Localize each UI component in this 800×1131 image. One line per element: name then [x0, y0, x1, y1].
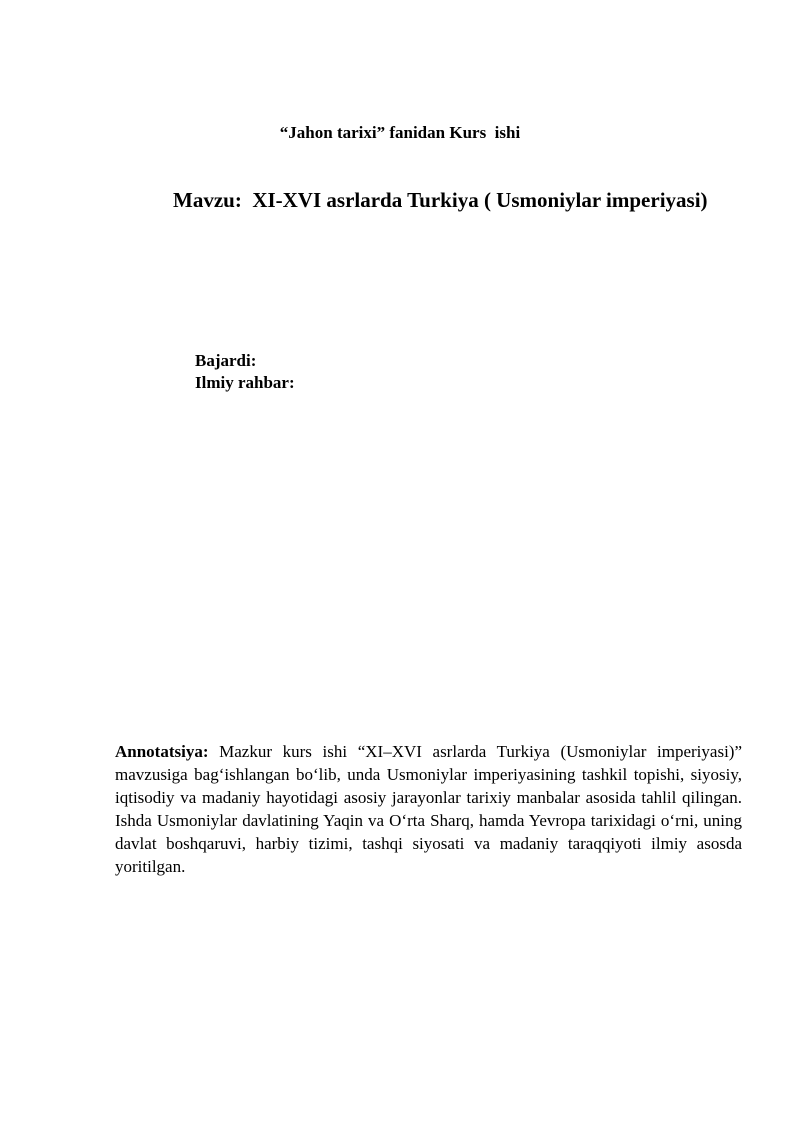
topic-heading: Mavzu: XI-XVI asrlarda Turkiya ( Usmoniylar imperiyasi) — [173, 188, 708, 212]
performer-label: Bajardi: — [195, 351, 257, 370]
annotation-label: Annotatsiya: — [115, 742, 209, 761]
annotation-paragraph — [115, 740, 742, 878]
supervisor-label: Ilmiy rahbar: — [195, 373, 295, 392]
annotation-text: Mazkur kurs ishi “XI–XVI asrlarda Turkiya (Usmoniylar imperiyasi)” mavzusiga bag‘ishlangan bo‘lib, unda Usmoniylar imperiyasining tashkil topishi, siyosiy, iqtisodiy va madaniy hayotidagi asosiy jarayonlar tarixiy manbalar asosida tahlil qilingan. Ishda Usmoniylar davlatining Yaqin va O‘rta Sharq, hamda Yevropa tarixidagi o‘rni, uning davlat boshqaruvi, harbiy tizimi, tashqi siyosati va madaniy taraqqiyoti ilmiy asosda yoritilgan. — [115, 742, 742, 876]
course-title: “Jahon tarixi” fanidan Kurs ishi — [279, 123, 521, 142]
roles-block — [195, 350, 295, 394]
